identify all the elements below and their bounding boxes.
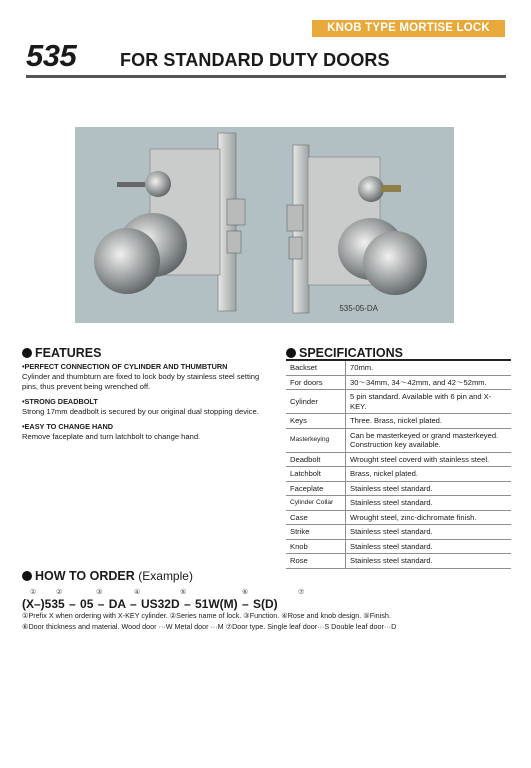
how-to-order-heading: HOW TO ORDER (Example): [22, 569, 193, 583]
bullet-icon: [22, 571, 32, 581]
product-photo: [75, 127, 454, 323]
table-row: [286, 481, 511, 496]
table-row: [286, 525, 511, 540]
circled-number: ⑥: [242, 589, 249, 596]
spec-key: Knob: [286, 539, 346, 554]
latchbolt-left: [227, 231, 241, 253]
spec-key: For doors: [286, 375, 346, 390]
spec-value: 30～34mm, 34～42mm, and 42～52mm.: [346, 375, 512, 390]
table-row: [286, 496, 511, 511]
spec-key: Case: [286, 510, 346, 525]
specifications-heading: SPECIFICATIONS: [286, 346, 403, 360]
bullet-icon: [286, 348, 296, 358]
circled-number: ③: [96, 589, 103, 596]
circled-number: ⑦: [298, 589, 305, 596]
spec-value: Stainless steel standard.: [346, 554, 512, 569]
feature-item: [22, 397, 274, 417]
title-text: FOR STANDARD DUTY DOORS: [120, 50, 390, 70]
spec-key: Backset: [286, 360, 346, 375]
spec-value: Three. Brass, nickel plated.: [346, 414, 512, 429]
spec-value: Stainless steel standard.: [346, 496, 512, 511]
spec-value: Stainless steel standard.: [346, 525, 512, 540]
feature-desc: Cylinder and thumbturn are fixed to lock body by stainless steel setting pins, thus prevent being wrenched off.: [22, 372, 260, 391]
spec-key: Keys: [286, 414, 346, 429]
spec-value: Wrought steel coverd with stainless steel.: [346, 452, 512, 467]
table-row: [286, 510, 511, 525]
feature-title: •STRONG DEADBOLT: [22, 397, 98, 406]
deadbolt-right: [287, 205, 303, 231]
knob-left: [94, 228, 160, 294]
lock-illustration: [75, 127, 454, 323]
thumbturn-left: [117, 182, 145, 187]
knob-right: [363, 231, 427, 295]
order-note-line: ⑥Door thickness and material. Wood door ···W Metal door ···M ⑦Door type. Single leaf door···S Double leaf door···D: [22, 621, 397, 631]
model-number: 535: [26, 38, 77, 73]
table-row: [286, 428, 511, 452]
spec-key: Cylinder Collar: [286, 496, 346, 511]
table-row: [286, 375, 511, 390]
order-note-line: ①Prefix X when ordering with X-KEY cylinder. ②Series name of lock. ③Function. ④Rose and knob design. ⑤Finish.: [22, 611, 391, 620]
order-notes: [22, 611, 512, 632]
feature-title: •EASY TO CHANGE HAND: [22, 422, 114, 431]
table-row: [286, 414, 511, 429]
table-row: [286, 539, 511, 554]
deadbolt-left: [227, 199, 245, 225]
example-label: (Example): [138, 569, 193, 583]
table-row: [286, 554, 511, 569]
spec-value: Stainless steel standard.: [346, 481, 512, 496]
spec-key: Masterkeying: [286, 428, 346, 452]
title-divider: [26, 75, 506, 78]
feature-item: [22, 422, 274, 442]
spec-value: Can be masterkeyed or grand masterkeyed. Construction key available.: [346, 428, 512, 452]
spec-key: Faceplate: [286, 481, 346, 496]
table-row: [286, 452, 511, 467]
order-code: (X–)535 – 05 – DA – US32D – 51W(M) – S(D): [22, 597, 278, 611]
spec-value: Brass, nickel plated.: [346, 467, 512, 482]
circled-number: ①: [30, 589, 37, 596]
spec-key: Rose: [286, 554, 346, 569]
specifications-table: [286, 359, 511, 569]
spec-value: 5 pin standard. Available with 6 pin and X-KEY.: [346, 390, 512, 414]
spec-key: Latchbolt: [286, 467, 346, 482]
page-title: [26, 40, 506, 72]
spec-value: 70mm.: [346, 360, 512, 375]
circled-number: ②: [56, 589, 63, 596]
spec-value: Stainless steel standard.: [346, 539, 512, 554]
circled-number: ④: [134, 589, 141, 596]
spec-key: Cylinder: [286, 390, 346, 414]
features-heading: FEATURES: [22, 346, 101, 360]
bullet-icon: [22, 348, 32, 358]
latchbolt-right: [289, 237, 302, 259]
features-list: [22, 362, 274, 447]
feature-desc: Strong 17mm deadbolt is secured by our original dual stopping device.: [22, 407, 259, 416]
circled-number: ⑤: [180, 589, 187, 596]
table-row: [286, 390, 511, 414]
spec-key: Strike: [286, 525, 346, 540]
feature-title: •PERFECT CONNECTION OF CYLINDER AND THUMBTURN: [22, 362, 228, 371]
feature-desc: Remove faceplate and turn latchbolt to change hand.: [22, 432, 201, 441]
table-row: [286, 360, 511, 375]
category-badge: KNOB TYPE MORTISE LOCK: [312, 20, 505, 37]
table-row: [286, 467, 511, 482]
key-right: [381, 185, 401, 192]
cylinder-left: [145, 171, 171, 197]
spec-value: Wrought steel, zinc-dichromate finish.: [346, 510, 512, 525]
cylinder-right: [358, 176, 384, 202]
spec-key: Deadbolt: [286, 452, 346, 467]
photo-caption: 535-05-DA: [339, 304, 378, 313]
feature-item: [22, 362, 274, 392]
